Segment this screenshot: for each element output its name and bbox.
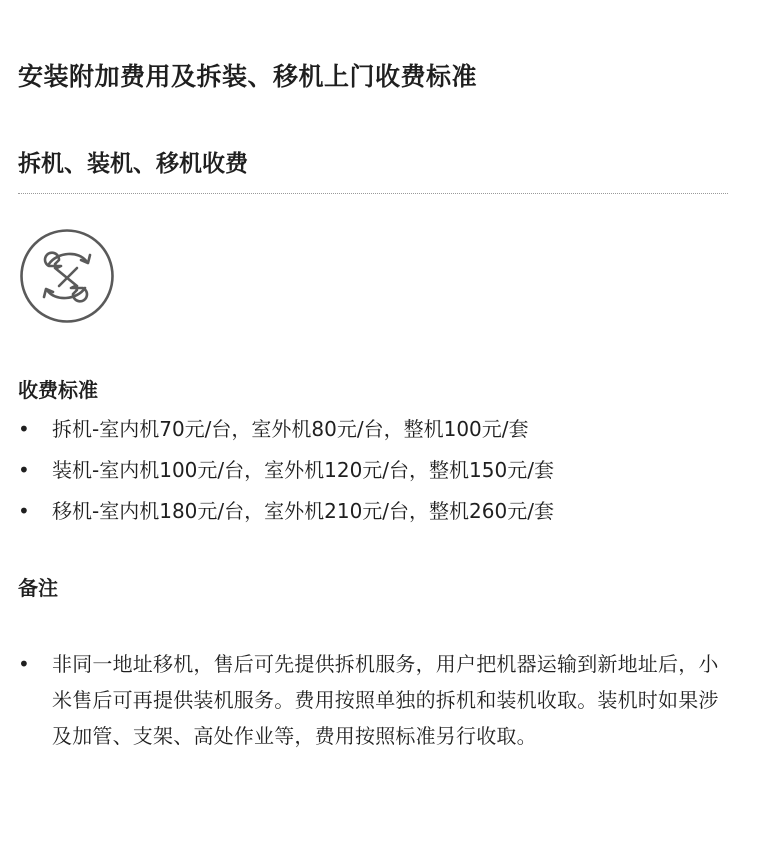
- list-item: [18, 496, 554, 537]
- note-text: 非同一地址移机，售后可先提供拆机服务，用户把机器运输到新地址后，小米售后可再提供装机服务。费用按照单独的拆机和装机收取。装机时如果涉及加管、支架、高处作业等，费用按照标准另行收取。: [52, 652, 719, 748]
- price-list: [18, 414, 554, 537]
- notes-heading: 备注: [18, 576, 58, 600]
- note-item: [18, 646, 734, 754]
- price-item-install: 装机-室内机100元/台，室外机120元/台，整机150元/套: [52, 458, 554, 482]
- page-title: 安装附加费用及拆装、移机上门收费标准: [18, 62, 478, 91]
- bullet: •: [18, 458, 30, 482]
- bullet: •: [18, 652, 30, 676]
- price-item-remove: 拆机-室内机70元/台，室外机80元/台，整机100元/套: [52, 417, 529, 441]
- dotted-divider: [18, 193, 728, 194]
- standard-heading: 收费标准: [18, 378, 98, 402]
- bullet: •: [18, 499, 30, 523]
- section-title: 拆机、装机、移机收费: [18, 151, 248, 177]
- list-item: [18, 455, 554, 496]
- wrench-circular-arrows-icon: [19, 228, 115, 324]
- bullet: •: [18, 417, 30, 441]
- list-item: [18, 414, 554, 455]
- price-item-relocate: 移机-室内机180元/台，室外机210元/台，整机260元/套: [52, 499, 554, 523]
